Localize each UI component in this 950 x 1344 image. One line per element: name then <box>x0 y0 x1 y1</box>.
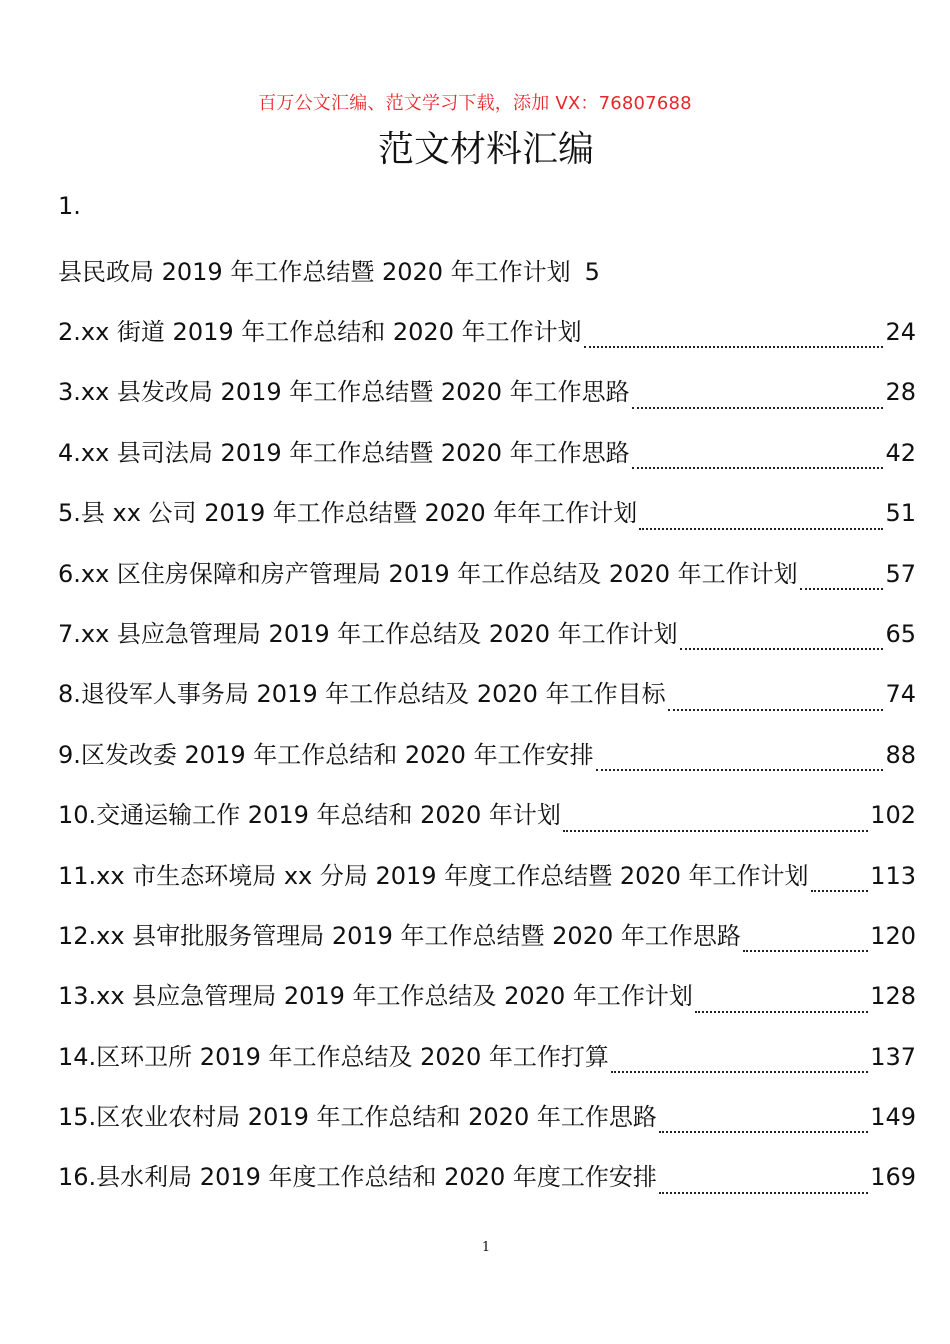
toc-entry[interactable] <box>58 614 916 674</box>
dot-leader <box>632 407 884 409</box>
dot-leader <box>632 467 884 469</box>
toc-entry[interactable] <box>58 372 916 432</box>
toc-entry-title: 6.xx 区住房保障和房产管理局 2019 年工作总结及 2020 年工作计划 <box>58 559 798 588</box>
toc-entry[interactable] <box>58 493 916 553</box>
toc-entry-1-title: 县民政局 2019 年工作总结暨 2020 年工作计划 <box>58 258 571 286</box>
toc-entry-page: 169 <box>870 1163 916 1192</box>
dot-leader <box>743 950 868 952</box>
toc-entry[interactable] <box>58 674 916 734</box>
toc-entry[interactable] <box>58 1157 916 1217</box>
toc-entry-title: 11.xx 市生态环境局 xx 分局 2019 年度工作总结暨 2020 年工作计划 <box>58 861 809 890</box>
dot-leader <box>668 709 884 711</box>
dot-leader <box>639 528 883 530</box>
toc-entry-title: 7.xx 县应急管理局 2019 年工作总结及 2020 年工作计划 <box>58 619 678 648</box>
dot-leader <box>563 830 868 832</box>
page-number: 1 <box>481 1240 491 1255</box>
toc-entry-title: 14.区环卫所 2019 年工作总结及 2020 年工作打算 <box>58 1042 609 1071</box>
document-title: 范文材料汇编 <box>377 129 594 170</box>
toc-entry-1-page: 5 <box>584 258 600 286</box>
toc-entry-1[interactable] <box>58 252 600 287</box>
toc-entry-title: 9.区发改委 2019 年工作总结和 2020 年工作安排 <box>58 740 594 769</box>
toc-entry-page: 137 <box>870 1042 916 1071</box>
toc-entry-title: 13.xx 县应急管理局 2019 年工作总结及 2020 年工作计划 <box>58 982 693 1011</box>
toc-entry-page: 128 <box>870 982 916 1011</box>
toc-entry-page: 102 <box>870 801 916 830</box>
watermark-text: 百万公文汇编、范文学习下载，添加 VX：76807688 <box>258 93 692 114</box>
toc-entry-title: 10.交通运输工作 2019 年总结和 2020 年计划 <box>58 801 561 830</box>
toc-entry[interactable] <box>58 1097 916 1157</box>
toc-entry-page: 149 <box>870 1103 916 1132</box>
dot-leader <box>596 769 884 771</box>
toc-entry-page: 65 <box>885 619 916 648</box>
toc-entry-page: 51 <box>885 499 916 528</box>
dot-leader <box>611 1071 868 1073</box>
dot-leader <box>695 1011 868 1013</box>
toc-entry[interactable] <box>58 795 916 855</box>
toc-entry[interactable] <box>58 1037 916 1097</box>
toc-entry-title: 12.xx 县审批服务管理局 2019 年工作总结暨 2020 年工作思路 <box>58 921 741 950</box>
toc-entry-page: 42 <box>885 438 916 467</box>
toc-entry[interactable] <box>58 856 916 916</box>
toc-entry-title: 5.县 xx 公司 2019 年工作总结暨 2020 年年工作计划 <box>58 499 638 528</box>
toc-entry-page: 28 <box>885 378 916 407</box>
toc-entry-1-number: 1. <box>58 192 81 220</box>
toc-entry-title: 3.xx 县发改局 2019 年工作总结暨 2020 年工作思路 <box>58 378 630 407</box>
toc-entry-page: 74 <box>885 680 916 709</box>
toc-entry-title: 4.xx 县司法局 2019 年工作总结暨 2020 年工作思路 <box>58 438 630 467</box>
dot-leader <box>659 1192 868 1194</box>
table-of-contents <box>58 312 916 1218</box>
toc-entry[interactable] <box>58 976 916 1036</box>
toc-entry-page: 88 <box>885 740 916 769</box>
dot-leader <box>811 890 869 892</box>
toc-entry-title: 8.退役军人事务局 2019 年工作总结及 2020 年工作目标 <box>58 680 666 709</box>
toc-entry[interactable] <box>58 916 916 976</box>
toc-entry-page: 57 <box>885 559 916 588</box>
toc-entry-title: 15.区农业农村局 2019 年工作总结和 2020 年工作思路 <box>58 1103 657 1132</box>
dot-leader <box>800 588 884 590</box>
dot-leader <box>584 346 884 348</box>
toc-entry[interactable] <box>58 735 916 795</box>
toc-entry-page: 113 <box>870 861 916 890</box>
toc-entry-title: 2.xx 街道 2019 年工作总结和 2020 年工作计划 <box>58 318 582 346</box>
toc-entry[interactable] <box>58 554 916 614</box>
toc-entry-page: 24 <box>885 318 916 346</box>
toc-entry-page: 120 <box>870 921 916 950</box>
dot-leader <box>680 648 884 650</box>
toc-entry-title: 16.县水利局 2019 年度工作总结和 2020 年度工作安排 <box>58 1163 657 1192</box>
toc-entry[interactable] <box>58 312 916 372</box>
dot-leader <box>659 1131 868 1133</box>
toc-entry[interactable] <box>58 433 916 493</box>
